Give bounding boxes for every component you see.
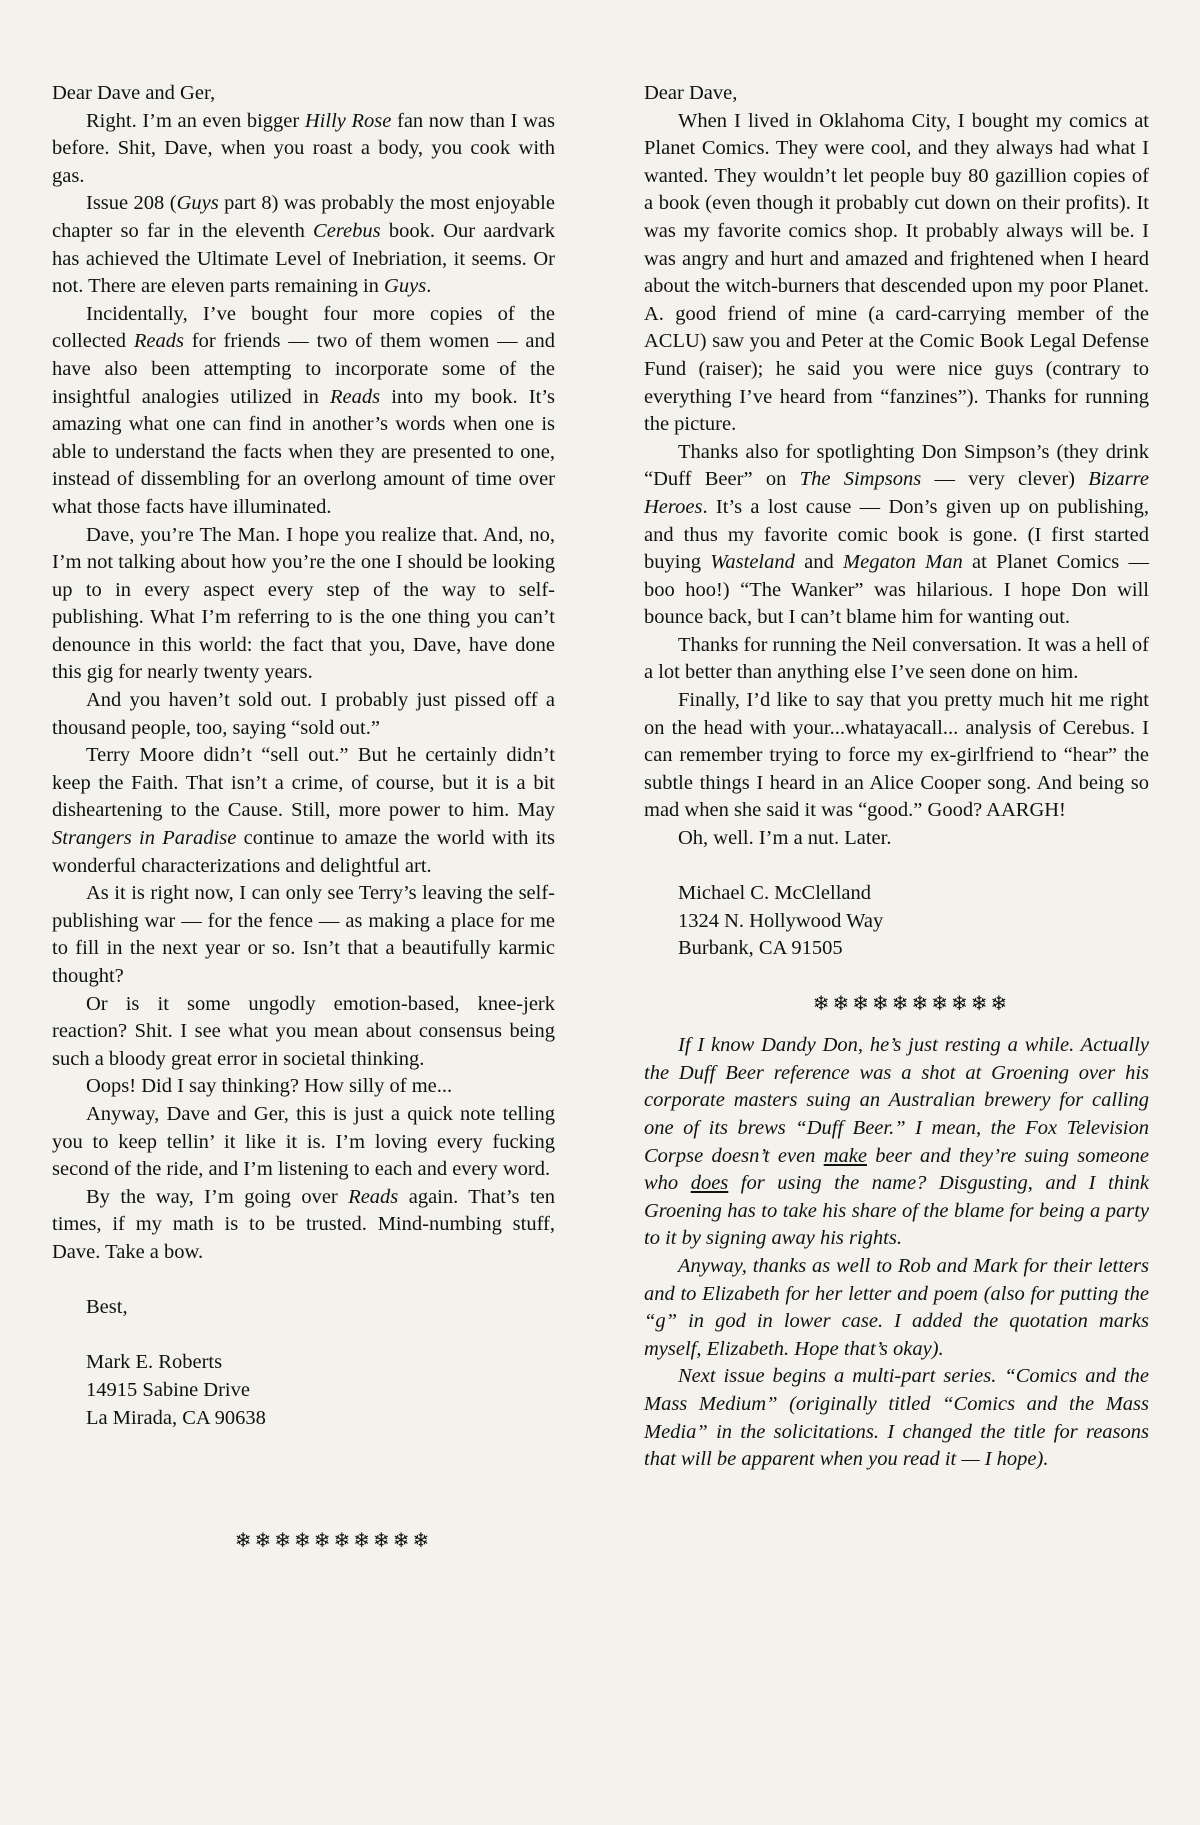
letter1-paragraph-6: Terry Moore didn’t “sell out.” But he certainly didn’t keep the Faith. That isn’t a crime, of course, but it is a bit disheartening to the Cause. Still, more power to him. May Strangers in Paradise continue to amaze the world with its wonderful characterizations and delightful art. (52, 744, 556, 877)
letter1-salutation: Dear Dave and Ger, (52, 82, 216, 104)
letter1-paragraph-1: Right. I’m an even bigger Hilly Rose fan now than I was before. Shit, Dave, when you roast a body, you cook with gas. (52, 109, 556, 187)
letter1-paragraph-5: And you haven’t sold out. I probably just pissed off a thousand people, too, saying “sold out.” (52, 689, 555, 739)
letter2-paragraph-4: Finally, I’d like to say that you pretty much hit me right on the head with your...whatayacall... analysis of Cerebus. I can remember trying to force my ex-girlfriend to “hear” the subtle things I heard in an Alice Cooper song. And being so mad when she said it was “good.” Good? AARGH! (644, 689, 1149, 822)
editor-paragraph-3: Next issue begins a multi-part series. “Comics and the Mass Medium” (originally titled “Comics and the Mass Media” in the solicitations. I changed the title for reasons that will be apparent when you read it — I hope). (644, 1365, 1149, 1471)
right-column (644, 80, 1149, 1474)
letter1-paragraph-3: Incidentally, I’ve bought four more copies of the collected Reads for friends — two of them women — and have also been attempting to incorporate some of the insightful analogies utilized in Reads into my book. It’s amazing what one can find in another’s words when one is able to understand the facts when they are presented to one, instead of dissembling for an overlong amount of time over what those facts have illuminated. (52, 302, 556, 518)
letter1-paragraph-11: By the way, I’m going over Reads again. That’s ten times, if my math is to be trusted. Mind-numbing stuff, Dave. Take a bow. (52, 1185, 556, 1263)
letter1-paragraph-10: Anyway, Dave and Ger, this is just a quick note telling you to keep tellin’ it like it is. I’m loving every fucking second of the ride, and I’m listening to each and every word. (52, 1102, 555, 1181)
editor-paragraph-2: Anyway, thanks as well to Rob and Mark for their letters and to Elizabeth for her letter and poem (also for putting the “g” in god in lower case. I added the quotation marks myself, Elizabeth. Hope that’s okay). (644, 1254, 1149, 1360)
editor-paragraph-1: If I know Dandy Don, he’s just resting a while. Actually the Duff Beer reference was a shot at Groening over his corporate masters suing an Australian brewery for calling one of its brews “Duff Beer.” I mean, the Fox Television Corpse doesn’t even make beer and they’re suing someone who does for using the name? Disgusting, and I think Groening has to take his share of the blame for being a party to it by signing away his rights. (644, 1034, 1150, 1250)
letter1-address-street: 14915 Sabine Drive (86, 1378, 250, 1401)
letter2-paragraph-2: Thanks also for spotlighting Don Simpson’s (they drink “Duff Beer” on The Simpsons — very clever) Bizarre Heroes. It’s a lost cause — Don’s given up on publishing, and thus my favorite comic book is gone. (I first started buying Wasteland and Megaton Man at Planet Comics — boo hoo!) “The Wanker” was hilarious. I hope Don will bounce back, but I can’t blame him for wanting out. (644, 440, 1149, 629)
letter1-closing: Best, (86, 1296, 128, 1319)
letter2-signature-name: Michael C. McClelland (678, 882, 871, 905)
letter2-address-city: Burbank, CA 91505 (678, 937, 843, 960)
letter2-salutation: Dear Dave, (644, 82, 738, 104)
letter2-address-street: 1324 N. Hollywood Way (678, 909, 884, 932)
right-separator: ❄❄❄❄❄❄❄❄❄❄ (812, 992, 1011, 1015)
letter1-paragraph-4: Dave, you’re The Man. I hope you realize that. And, no, I’m not talking about how you’re the one I should be looking up to in every aspect every step of the way to self-publishing. What I’m referring to is the one thing you can’t denounce in this world: the fact that you, Dave, have done this gig for nearly twenty years. (52, 523, 555, 684)
letter1-address-city: La Mirada, CA 90638 (86, 1406, 266, 1429)
letter2-paragraph-3: Thanks for running the Neil conversation. It was a hell of a lot better than anything else I’ve seen done on him. (644, 633, 1149, 684)
letter1-paragraph-2: Issue 208 (Guys part 8) was probably the most enjoyable chapter so far in the eleventh Cerebus book. Our aardvark has achieved the Ultimate Level of Inebriation, it seems. Or not. There are eleven parts remaining in Guys. (52, 192, 555, 298)
letter1-paragraph-7: As it is right now, I can only see Terry’s leaving the self-publishing war — for the fence — as making a place for me to fill in the next year or so. Isn’t that a beautifully karmic thought? (52, 882, 555, 987)
left-separator: ❄❄❄❄❄❄❄❄❄❄ (234, 1530, 433, 1553)
letter1-paragraph-9: Oops! Did I say thinking? How silly of me... (86, 1075, 453, 1098)
left-column (52, 80, 555, 1556)
letter2-paragraph-5: Oh, well. I’m a nut. Later. (678, 827, 892, 850)
letter1-signature-name: Mark E. Roberts (86, 1351, 223, 1374)
editor-response (644, 1032, 1149, 1474)
letter2-paragraph-1: When I lived in Oklahoma City, I bought my comics at Planet Comics. They were cool, and they always had what I wanted. They wouldn’t let people buy 80 gazillion copies of a book (even though it probably cut down on their profits). It was my favorite comics shop. It probably always will be. I was angry and hurt and amazed and frightened when I heard about the witch-burners that descended upon my poor Planet. A. good friend of mine (a card-carrying member of the ACLU) saw you and Peter at the Comic Book Legal Defense Fund (raiser); he said you were nice guys (contrary to everything I’ve heard from “fanzines”). Thanks for running the picture. (644, 109, 1149, 436)
letter1-paragraph-8: Or is it some ungodly emotion-based, knee-jerk reaction? Shit. I see what you mean about consensus being such a bloody great error in societal thinking. (52, 992, 555, 1070)
